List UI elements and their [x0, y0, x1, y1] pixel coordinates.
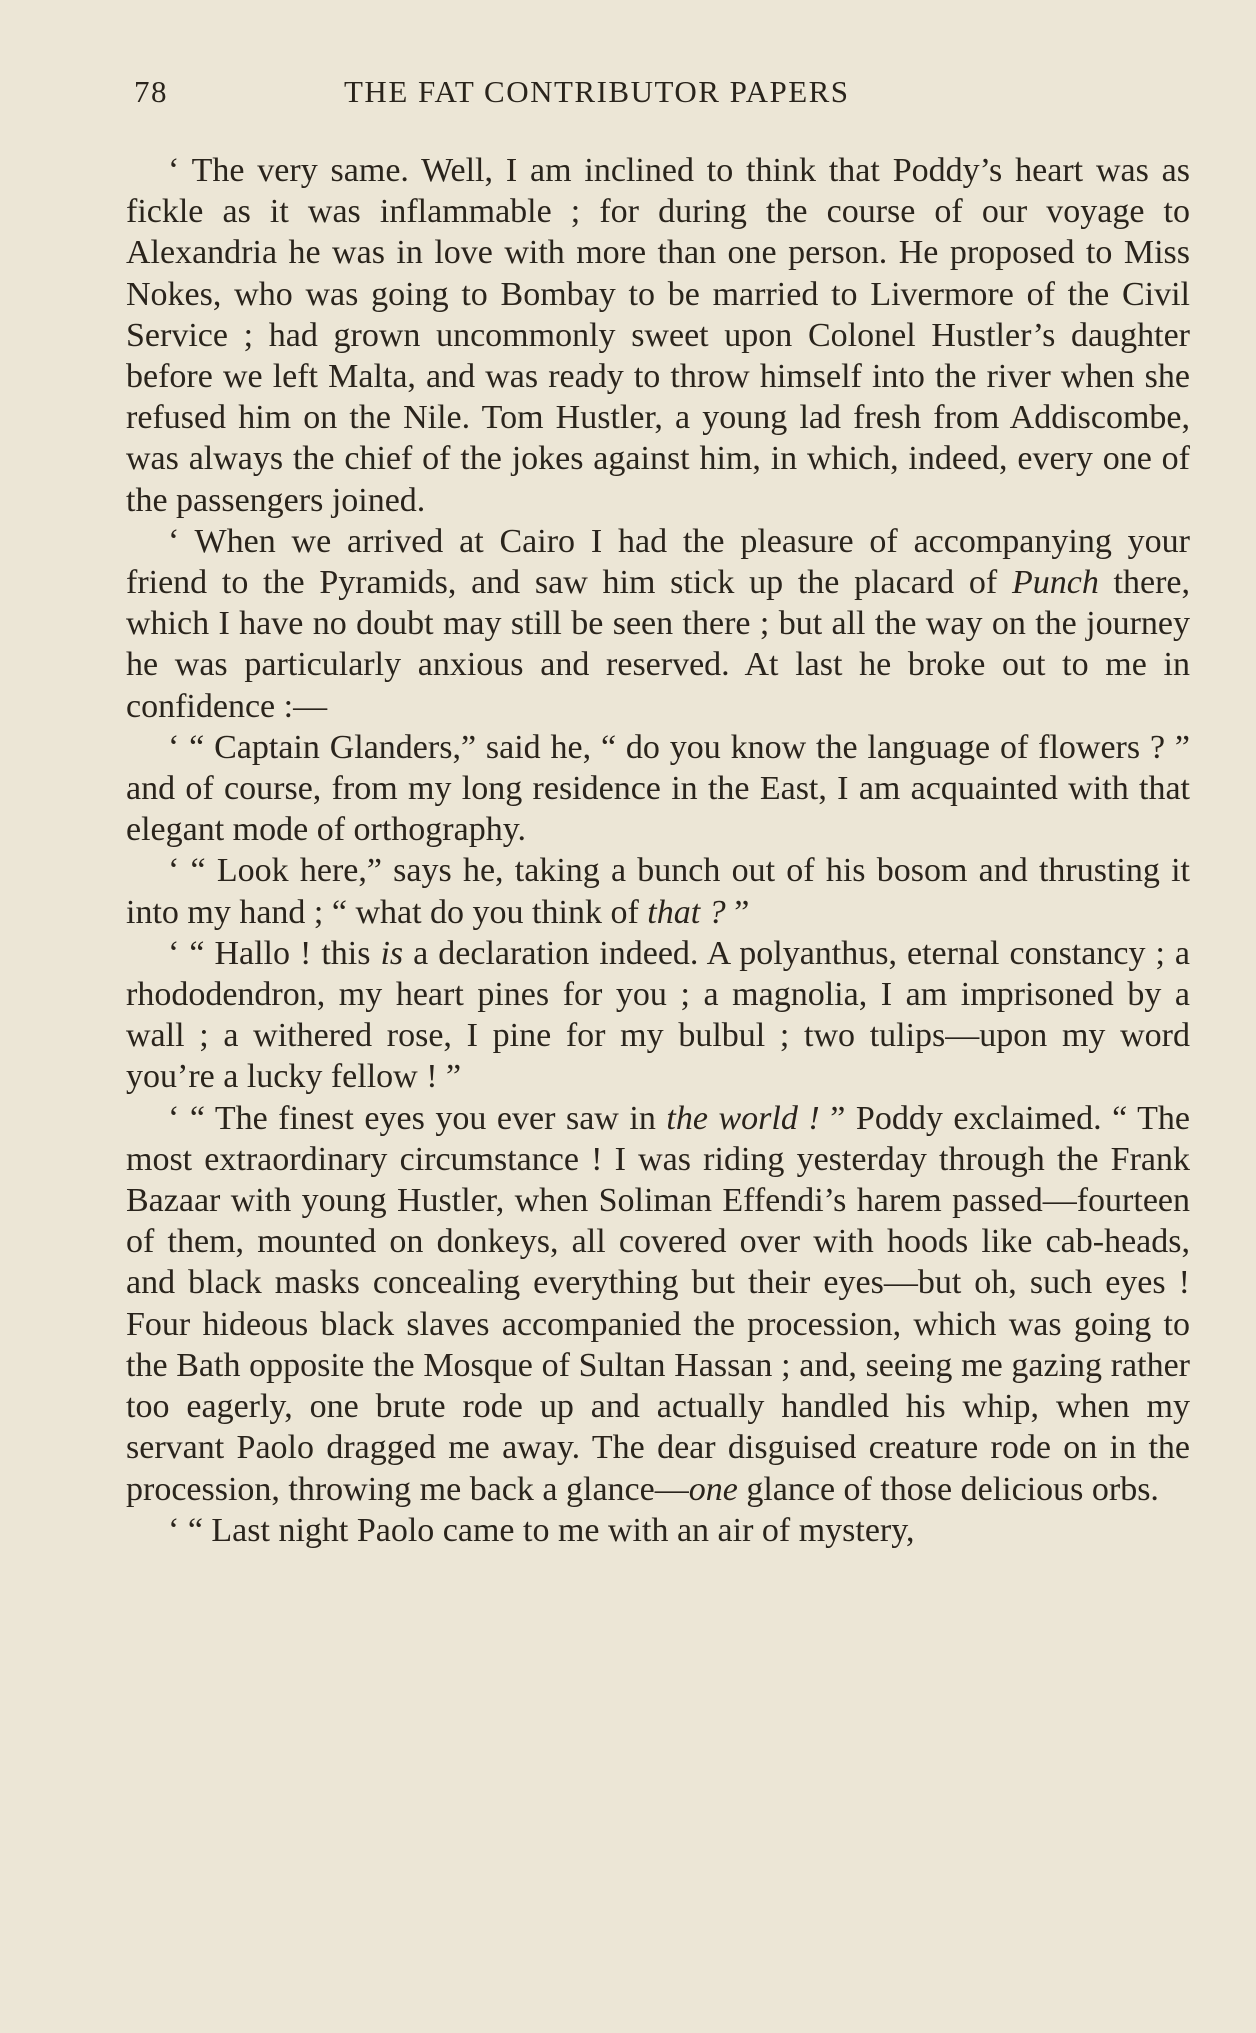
italic-run: the world !: [666, 1099, 820, 1137]
text-run: ‘ “ The finest eyes you ever saw in: [168, 1099, 667, 1137]
text-run: ‘ When we arrived at Cairo I had the pleasure of accompanying your friend to the Pyramids, and saw him stick up the placard of: [126, 522, 1190, 602]
text-run: ” Poddy exclaimed. “ The most extraordinary circumstance ! I was riding yesterday through the Frank Bazaar with young Hustler, when Soliman Effendi’s harem passed—fourteen of them, mounted on donkeys, all covered over with hoods like cab-heads, and black masks concealing everything but their eyes—but oh, such eyes ! Four hideous black slaves accompanied the procession, which was going to the Bath opposite the Mosque of Sultan Hassan ; and, seeing me gazing rather too eagerly, one brute rode up and actually handled his whip, when my servant Paolo dragged me away. The dear disguised creature rode on in the procession, throwing me back a glance—: [126, 1099, 1191, 1508]
text-run: ‘ The very same. Well, I am inclined to think that Poddy’s heart was as fickle as it was inflammable ; for during the course of our voyage to Alexandria he was in love with more than one person. He proposed to Miss Nokes, who was going to Bombay to be married to Livermore of the Civil Service ; had grown uncommonly sweet upon Colonel Hustler’s daughter before we left Malta, and was ready to throw himself into the river when she refused him on the Nile. Tom Hustler, a young lad fresh from Addiscombe, was always the chief of the jokes against him, in which, indeed, every one of the passengers joined.: [126, 152, 1190, 519]
body-text: [126, 150, 1190, 1551]
text-run: ‘ “ Captain Glanders,” said he, “ do you know the language of flowers ? ” and of course, from my long residence in the East, I am acquainted with that elegant mode of orthography.: [126, 728, 1190, 849]
paragraph: [126, 1510, 1190, 1551]
paragraph: [126, 521, 1190, 727]
italic-run: one: [688, 1470, 738, 1508]
book-page: [126, 70, 1190, 1551]
italic-run: Punch: [1011, 564, 1099, 602]
book-title: THE FAT CONTRIBUTOR PAPERS: [344, 74, 850, 109]
italic-run: is: [380, 934, 404, 972]
running-head: [126, 70, 1190, 120]
text-run: ‘ “ Look here,” says he, taking a bunch out of his bosom and thrusting it into my hand ; “ what do you think of: [126, 852, 1190, 931]
paragraph: [126, 150, 1190, 521]
paragraph: [126, 727, 1190, 851]
text-run: glance of those delicious orbs.: [737, 1470, 1159, 1508]
text-run: there, which I have no doubt may still be seen there ; but all the way on the journey he was particularly anxious and reserved. At last he broke out to me in confidence :—: [126, 564, 1191, 725]
text-run: a declaration indeed. A polyanthus, eternal constancy ; a rhododendron, my heart pines for you ; a magnolia, I am imprisoned by a wall ; a withered rose, I pine for my bulbul ; two tulips—upon my word you’re a lucky fellow ! ”: [126, 934, 1191, 1096]
italic-run: that ?: [647, 893, 726, 931]
text-run: ”: [725, 893, 750, 931]
paragraph: [126, 933, 1190, 1098]
page-number: 78: [134, 74, 168, 109]
paragraph: [126, 850, 1190, 932]
text-run: ‘ “ Last night Paolo came to me with an air of mystery,: [168, 1511, 915, 1549]
text-run: ‘ “ Hallo ! this: [168, 934, 381, 972]
paragraph: [126, 1098, 1190, 1510]
